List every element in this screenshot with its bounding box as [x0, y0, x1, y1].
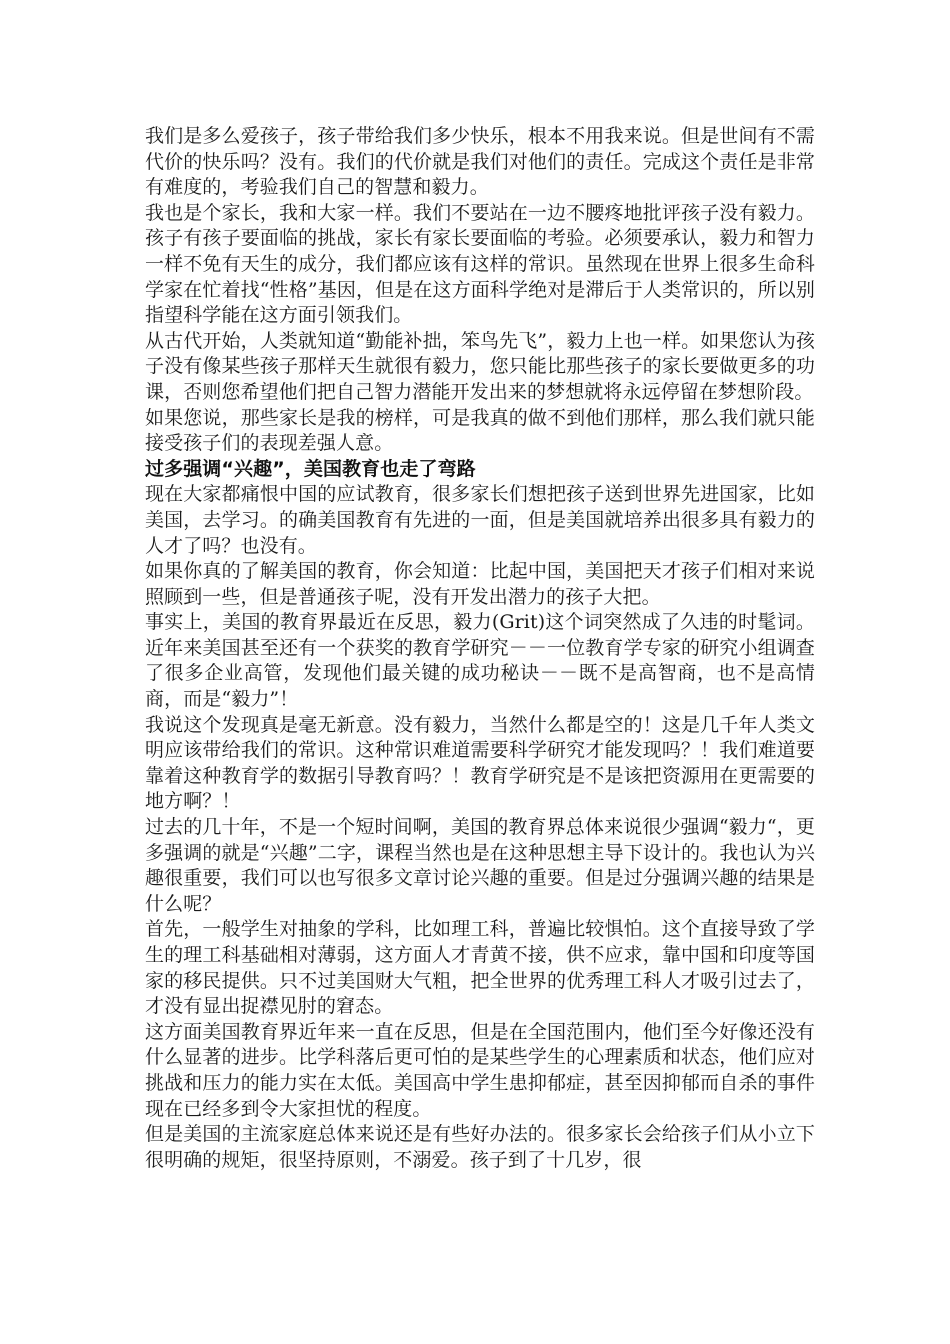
paragraph: 首先，一般学生对抽象的学科，比如理工科，普遍比较惧怕。这个直接导致了学生的理工科基础相对薄弱，这方面人才青黄不接，供不应求，靠中国和印度等国家的移民提供。只不过美国财大气粗，把全世界的优秀理工科人才吸引过去了，才没有显出捉襟见肘的窘态。	[145, 918, 815, 1018]
paragraph: 但是美国的主流家庭总体来说还是有些好办法的。很多家长会给孩子们从小立下很明确的规矩，很坚持原则，不溺爱。孩子到了十几岁，很	[145, 1123, 815, 1171]
paragraph: 现在大家都痛恨中国的应试教育，很多家长们想把孩子送到世界先进国家，比如美国，去学习。的确美国教育有先进的一面，但是美国就培养出很多具有毅力的人才了吗？也没有。	[145, 483, 815, 557]
paragraph: 从古代开始，人类就知道“勤能补拙，笨鸟先飞”，毅力上也一样。如果您认为孩子没有像某些孩子那样天生就很有毅力，您只能比那些孩子的家长要做更多的功课，否则您希望他们把自己智力潜能开发出来的梦想就将永远停留在梦想阶段。	[145, 329, 815, 403]
paragraph: 这方面美国教育界近年来一直在反思，但是在全国范围内，他们至今好像还没有什么显著的进步。比学科落后更可怕的是某些学生的心理素质和状态，他们应对挑战和压力的能力实在太低。美国高中学生患抑郁症，甚至因抑郁而自杀的事件现在已经多到令大家担忧的程度。	[145, 1020, 815, 1120]
paragraph: 过去的几十年，不是一个短时间啊，美国的教育界总体来说很少强调“毅力“，更多强调的就是“兴趣”二字，课程当然也是在这种思想主导下设计的。我也认为兴趣很重要，我们可以也写很多文章讨论兴趣的重要。但是过分强调兴趣的结果是什么呢？	[145, 816, 815, 915]
document-body	[145, 124, 815, 1173]
paragraph: 我们是多么爱孩子，孩子带给我们多少快乐，根本不用我来说。但是世间有不需代价的快乐吗？没有。我们的代价就是我们对他们的责任。完成这个责任是非常有难度的，考验我们自己的智慧和毅力。	[145, 125, 815, 199]
paragraph: 事实上，美国的教育界最近在反思，毅力(Grit)这个词突然成了久违的时髦词。近年来美国甚至还有一个获奖的教育学研究－－一位教育学专家的研究小组调查了很多企业高管，发现他们最关键的成功秘诀－－既不是高智商，也不是高情商，而是“毅力”！	[145, 611, 815, 711]
section-heading: 过多强调“兴趣”，美国教育也走了弯路	[145, 457, 476, 480]
paragraph: 我说这个发现真是毫无新意。没有毅力，当然什么都是空的！这是几千年人类文明应该带给我们的常识。这种常识难道需要科学研究才能发现吗？！我们难道要靠着这种教育学的数据引导教育吗？！教育学研究是不是该把资源用在更需要的地方啊？！	[145, 713, 815, 813]
paragraph: 我也是个家长，我和大家一样。我们不要站在一边不腰疼地批评孩子没有毅力。孩子有孩子要面临的挑战，家长有家长要面临的考验。必须要承认，毅力和智力一样不免有天生的成分，我们都应该有这样的常识。虽然现在世界上很多生命科学家在忙着找“性格”基因，但是在这方面科学绝对是滞后于人类常识的，所以别指望科学能在这方面引领我们。	[145, 201, 815, 327]
paragraph: 如果您说，那些家长是我的榜样，可是我真的做不到他们那样，那么我们就只能接受孩子们的表现差强人意。	[145, 406, 815, 455]
paragraph: 如果你真的了解美国的教育，你会知道：比起中国，美国把天才孩子们相对来说照顾到一些，但是普通孩子呢，没有开发出潜力的孩子大把。	[145, 560, 815, 608]
